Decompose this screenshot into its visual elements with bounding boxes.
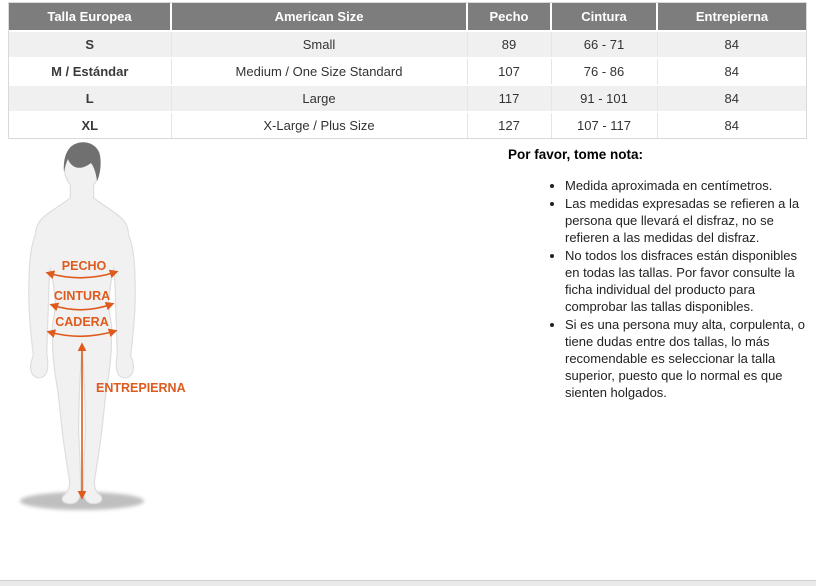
cell-waist: 91 - 101 xyxy=(551,85,657,112)
table-row-xl xyxy=(9,112,806,138)
cell-american-size: Small xyxy=(171,31,467,58)
waist-label: CINTURA xyxy=(53,289,111,303)
col-header-cintura: Cintura xyxy=(551,3,657,31)
cell-american-size: X-Large / Plus Size xyxy=(171,112,467,138)
body-measurement-diagram xyxy=(0,140,420,588)
cell-inseam: 84 xyxy=(657,31,806,58)
notes-section xyxy=(508,147,815,402)
table-row-l xyxy=(9,85,806,112)
col-header-pecho: Pecho xyxy=(467,3,551,31)
cell-inseam: 84 xyxy=(657,112,806,138)
note-item: • Medida aproximada en centímetros. xyxy=(565,177,815,194)
cell-chest: 127 xyxy=(467,112,551,138)
cell-waist: 107 - 117 xyxy=(551,112,657,138)
cell-inseam: 84 xyxy=(657,58,806,85)
cell-eu-size: S xyxy=(9,31,171,58)
cell-eu-size: XL xyxy=(9,112,171,138)
cell-eu-size: M / Estándar xyxy=(9,58,171,85)
table-row-s xyxy=(9,31,806,58)
cell-inseam: 84 xyxy=(657,85,806,112)
note-item: • Si es una persona muy alta, corpulenta, o tiene dudas entre dos tallas, lo más recomendable es seleccionar la talla superior, puesto que lo normal es que sienten holgados. xyxy=(565,316,815,401)
notes-title: Por favor, tome nota: xyxy=(508,147,644,162)
cell-american-size: Medium / One Size Standard xyxy=(171,58,467,85)
col-header-american-size: American Size xyxy=(171,3,467,31)
cell-chest: 117 xyxy=(467,85,551,112)
table-header-row xyxy=(9,3,806,31)
hip-label: CADERA xyxy=(55,315,109,329)
cell-waist: 66 - 71 xyxy=(551,31,657,58)
cell-eu-size: L xyxy=(9,85,171,112)
cell-waist: 76 - 86 xyxy=(551,58,657,85)
size-chart-table xyxy=(9,3,806,138)
horizontal-scrollbar[interactable] xyxy=(0,580,816,586)
note-item: • No todos los disfraces están disponibles en todas las tallas. Por favor consulte la ficha individual del producto para comprobar las tallas disponibles. xyxy=(565,247,815,315)
cell-chest: 107 xyxy=(467,58,551,85)
inseam-label: ENTREPIERNA xyxy=(96,381,186,395)
table-row-m xyxy=(9,58,806,85)
chest-label: PECHO xyxy=(61,259,107,273)
col-header-entrepierna: Entrepierna xyxy=(657,3,806,31)
notes-list xyxy=(508,177,815,401)
note-item: • Las medidas expresadas se refieren a la persona que llevará el disfraz, no se refieren a las medidas del disfraz. xyxy=(565,195,815,246)
col-header-talla-europea: Talla Europea xyxy=(9,3,171,31)
cell-american-size: Large xyxy=(171,85,467,112)
size-chart xyxy=(8,2,807,139)
cell-chest: 89 xyxy=(467,31,551,58)
